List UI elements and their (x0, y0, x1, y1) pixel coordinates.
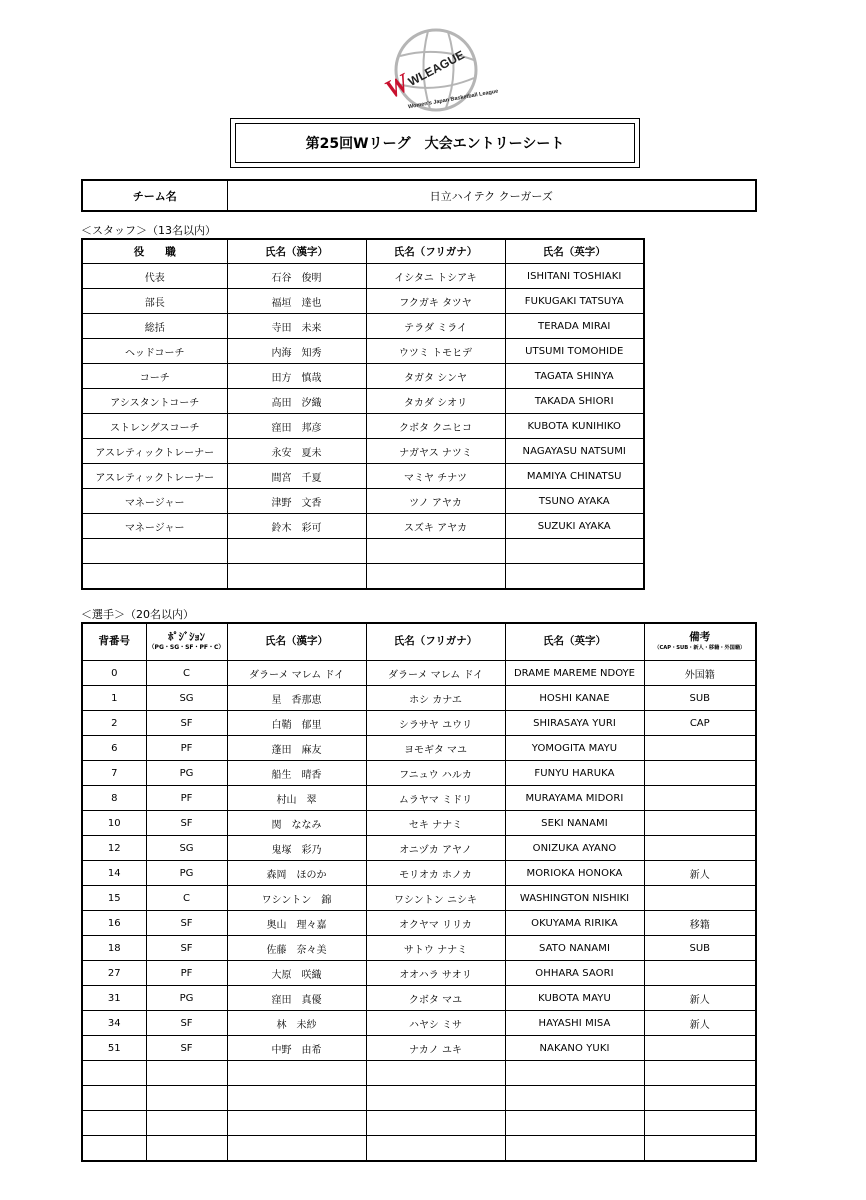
player-number: 0 (82, 661, 146, 686)
player-position: PF (146, 786, 227, 811)
player-number: 2 (82, 711, 146, 736)
player-row (82, 911, 756, 936)
staff-name-kanji: 鈴木 彩可 (227, 514, 366, 539)
page-title: 第25回Wリーグ 大会エントリーシート (235, 123, 635, 163)
player-position (146, 1111, 227, 1136)
player-row (82, 1136, 756, 1162)
player-name-kanji: 窪田 真優 (227, 986, 366, 1011)
staff-name-kana (366, 539, 505, 564)
staff-row (82, 564, 644, 590)
player-number: 34 (82, 1011, 146, 1036)
staff-header-kana: 氏名（フリガナ） (366, 239, 505, 264)
player-position: PF (146, 736, 227, 761)
staff-name-english: TAKADA SHIORI (505, 389, 644, 414)
staff-role: 部長 (82, 289, 227, 314)
player-name-kanji: ワシントン 錦 (227, 886, 366, 911)
player-number: 16 (82, 911, 146, 936)
player-name-kana (366, 1086, 505, 1111)
player-number: 1 (82, 686, 146, 711)
player-header-notes (644, 623, 756, 661)
player-row (82, 961, 756, 986)
staff-name-kana: ウツミ トモヒデ (366, 339, 505, 364)
player-name-kanji: 中野 由希 (227, 1036, 366, 1061)
player-number (82, 1086, 146, 1111)
player-row (82, 761, 756, 786)
staff-row (82, 289, 644, 314)
player-notes: 新人 (644, 861, 756, 886)
staff-name-kanji: 間宮 千夏 (227, 464, 366, 489)
player-number: 18 (82, 936, 146, 961)
player-name-kanji: 星 香那恵 (227, 686, 366, 711)
staff-role: ストレングスコーチ (82, 414, 227, 439)
player-name-kana: オクヤマ リリカ (366, 911, 505, 936)
player-notes (644, 1136, 756, 1162)
player-name-english: SHIRASAYA YURI (505, 711, 644, 736)
player-name-kanji (227, 1061, 366, 1086)
team-label: チーム名 (82, 180, 227, 211)
staff-row (82, 414, 644, 439)
player-row (82, 786, 756, 811)
player-name-english (505, 1111, 644, 1136)
player-notes: SUB (644, 936, 756, 961)
staff-header-row (82, 239, 644, 264)
staff-name-kanji: 田方 慎哉 (227, 364, 366, 389)
player-row (82, 811, 756, 836)
player-position: SF (146, 936, 227, 961)
staff-row (82, 439, 644, 464)
player-position: PF (146, 961, 227, 986)
staff-name-kana: フクガキ タツヤ (366, 289, 505, 314)
player-name-english: NAKANO YUKI (505, 1036, 644, 1061)
staff-name-english: TAGATA SHINYA (505, 364, 644, 389)
player-row (82, 1086, 756, 1111)
staff-name-kana: ツノ アヤカ (366, 489, 505, 514)
player-header-row (82, 623, 756, 661)
player-notes (644, 1111, 756, 1136)
player-name-kanji: 林 未紗 (227, 1011, 366, 1036)
svg-text:WLEAGUE: WLEAGUE (405, 47, 467, 89)
player-name-kanji: 奥山 理々嘉 (227, 911, 366, 936)
player-position: SF (146, 711, 227, 736)
staff-name-kana: タカダ シオリ (366, 389, 505, 414)
staff-name-english: KUBOTA KUNIHIKO (505, 414, 644, 439)
player-name-kanji: 関 ななみ (227, 811, 366, 836)
staff-role: アスレティックトレーナー (82, 439, 227, 464)
player-name-kana: サトウ ナナミ (366, 936, 505, 961)
staff-role: マネージャー (82, 514, 227, 539)
player-name-kanji: 鬼塚 彩乃 (227, 836, 366, 861)
staff-header-kanji: 氏名（漢字） (227, 239, 366, 264)
player-name-kana: フニュウ ハルカ (366, 761, 505, 786)
player-number (82, 1061, 146, 1086)
player-notes (644, 961, 756, 986)
staff-name-english: SUZUKI AYAKA (505, 514, 644, 539)
staff-name-kana: ナガヤス ナツミ (366, 439, 505, 464)
player-name-english (505, 1136, 644, 1162)
player-name-english: YOMOGITA MAYU (505, 736, 644, 761)
staff-name-english: TERADA MIRAI (505, 314, 644, 339)
player-notes (644, 1061, 756, 1086)
player-header-position (146, 623, 227, 661)
player-name-english: ONIZUKA AYANO (505, 836, 644, 861)
player-number (82, 1111, 146, 1136)
staff-role: アスレティックトレーナー (82, 464, 227, 489)
staff-role (82, 564, 227, 590)
staff-role (82, 539, 227, 564)
player-row (82, 661, 756, 686)
staff-name-kanji: 永安 夏未 (227, 439, 366, 464)
player-name-english: DRAME MAREME NDOYE (505, 661, 644, 686)
player-name-english: SATO NANAMI (505, 936, 644, 961)
player-number: 10 (82, 811, 146, 836)
staff-name-kana (366, 564, 505, 590)
staff-row (82, 314, 644, 339)
player-name-english: WASHINGTON NISHIKI (505, 886, 644, 911)
staff-role: ヘッドコーチ (82, 339, 227, 364)
staff-row (82, 339, 644, 364)
player-name-kanji: 村山 翠 (227, 786, 366, 811)
staff-name-english: UTSUMI TOMOHIDE (505, 339, 644, 364)
player-name-kana: ヨモギタ マユ (366, 736, 505, 761)
player-name-kanji: 佐藤 奈々美 (227, 936, 366, 961)
player-number: 14 (82, 861, 146, 886)
staff-header-role: 役 職 (82, 239, 227, 264)
player-notes: CAP (644, 711, 756, 736)
staff-name-kana: イシタニ トシアキ (366, 264, 505, 289)
player-name-kanji: 蓬田 麻友 (227, 736, 366, 761)
player-name-english (505, 1086, 644, 1111)
player-notes (644, 836, 756, 861)
staff-role: マネージャー (82, 489, 227, 514)
player-number: 8 (82, 786, 146, 811)
player-position: SG (146, 686, 227, 711)
staff-name-kana: テラダ ミライ (366, 314, 505, 339)
player-name-kana (366, 1111, 505, 1136)
player-position: C (146, 661, 227, 686)
player-row (82, 1061, 756, 1086)
staff-name-kanji (227, 564, 366, 590)
player-row (82, 736, 756, 761)
player-name-english: KUBOTA MAYU (505, 986, 644, 1011)
player-position: SF (146, 1011, 227, 1036)
staff-name-kanji: 福垣 達也 (227, 289, 366, 314)
player-row (82, 936, 756, 961)
player-row (82, 1011, 756, 1036)
player-header-position-sub: （PG・SG・SF・PF・C） (148, 644, 225, 652)
staff-role: コーチ (82, 364, 227, 389)
staff-name-kanji: 石谷 俊明 (227, 264, 366, 289)
team-table (81, 179, 757, 212)
player-header-notes-sub: （CAP・SUB・新人・移籍・外国籍） (654, 644, 746, 651)
player-number: 27 (82, 961, 146, 986)
player-name-english: MURAYAMA MIDORI (505, 786, 644, 811)
player-number: 12 (82, 836, 146, 861)
player-position: PG (146, 986, 227, 1011)
player-header-position-label: ﾎﾟｼﾞｼｮﾝ (168, 630, 205, 643)
svg-text:Women's Japan Basketball Leagu: Women's Japan Basketball League (407, 88, 499, 111)
staff-row (82, 539, 644, 564)
player-name-english: FUNYU HARUKA (505, 761, 644, 786)
player-name-english: HOSHI KANAE (505, 686, 644, 711)
staff-row (82, 514, 644, 539)
staff-name-kana: スズキ アヤカ (366, 514, 505, 539)
player-name-kanji: ダラーメ マレム ドイ (227, 661, 366, 686)
staff-name-kana: マミヤ チナツ (366, 464, 505, 489)
staff-table (81, 238, 645, 590)
player-name-kana: オニヅカ アヤノ (366, 836, 505, 861)
player-position: SF (146, 911, 227, 936)
player-notes (644, 811, 756, 836)
staff-header-english: 氏名（英字） (505, 239, 644, 264)
player-position: C (146, 886, 227, 911)
staff-section-label: ＜スタッフ＞（13名以内） (81, 224, 216, 237)
player-number: 6 (82, 736, 146, 761)
staff-name-english: FUKUGAKI TATSUYA (505, 289, 644, 314)
player-name-english: MORIOKA HONOKA (505, 861, 644, 886)
player-row (82, 861, 756, 886)
player-notes: 新人 (644, 986, 756, 1011)
player-notes (644, 1086, 756, 1111)
player-notes: SUB (644, 686, 756, 711)
player-name-kana: ナカノ ユキ (366, 1036, 505, 1061)
staff-name-kanji: 内海 知秀 (227, 339, 366, 364)
staff-row (82, 364, 644, 389)
player-name-kanji: 森岡 ほのか (227, 861, 366, 886)
player-header-notes-label: 備考 (689, 631, 711, 644)
player-name-kana: オオハラ サオリ (366, 961, 505, 986)
player-position (146, 1136, 227, 1162)
player-name-kana: ダラーメ マレム ドイ (366, 661, 505, 686)
player-number (82, 1136, 146, 1162)
players-section-label: ＜選手＞（20名以内） (81, 608, 194, 621)
player-name-kana: ワシントン ニシキ (366, 886, 505, 911)
player-row (82, 986, 756, 1011)
player-notes (644, 886, 756, 911)
player-row (82, 686, 756, 711)
player-name-kana: ハヤシ ミサ (366, 1011, 505, 1036)
player-row (82, 886, 756, 911)
player-header-kanji: 氏名（漢字） (227, 623, 366, 661)
player-row (82, 836, 756, 861)
player-name-english: OKUYAMA RIRIKA (505, 911, 644, 936)
staff-name-kanji: 津野 文香 (227, 489, 366, 514)
player-name-kana: ムラヤマ ミドリ (366, 786, 505, 811)
player-notes (644, 1036, 756, 1061)
player-name-kana: クボタ マユ (366, 986, 505, 1011)
player-position (146, 1061, 227, 1086)
staff-name-english: TSUNO AYAKA (505, 489, 644, 514)
staff-name-kanji: 寺田 未来 (227, 314, 366, 339)
player-position (146, 1086, 227, 1111)
player-header-kana: 氏名（フリガナ） (366, 623, 505, 661)
player-position: SF (146, 811, 227, 836)
staff-row (82, 464, 644, 489)
staff-row (82, 489, 644, 514)
player-header-number: 背番号 (82, 623, 146, 661)
player-position: SF (146, 1036, 227, 1061)
player-header-english: 氏名（英字） (505, 623, 644, 661)
wleague-logo (378, 26, 499, 114)
staff-name-english (505, 539, 644, 564)
staff-role: アシスタントコーチ (82, 389, 227, 414)
player-notes: 移籍 (644, 911, 756, 936)
player-number: 7 (82, 761, 146, 786)
staff-name-kanji: 窪田 邦彦 (227, 414, 366, 439)
player-name-english: OHHARA SAORI (505, 961, 644, 986)
player-number: 31 (82, 986, 146, 1011)
player-name-kanji (227, 1111, 366, 1136)
staff-row (82, 264, 644, 289)
player-name-kana (366, 1136, 505, 1162)
player-notes (644, 786, 756, 811)
player-name-kana: シラサヤ ユウリ (366, 711, 505, 736)
staff-role: 代表 (82, 264, 227, 289)
player-row (82, 711, 756, 736)
player-number: 15 (82, 886, 146, 911)
svg-text:W: W (379, 68, 415, 105)
title-frame (230, 118, 640, 168)
staff-role: 総括 (82, 314, 227, 339)
staff-name-english: ISHITANI TOSHIAKI (505, 264, 644, 289)
staff-name-english: NAGAYASU NATSUMI (505, 439, 644, 464)
staff-name-kanji (227, 539, 366, 564)
player-name-kanji (227, 1136, 366, 1162)
player-position: PG (146, 861, 227, 886)
player-position: SG (146, 836, 227, 861)
player-name-kanji: 船生 晴香 (227, 761, 366, 786)
player-name-english: SEKI NANAMI (505, 811, 644, 836)
player-name-kanji (227, 1086, 366, 1111)
player-notes (644, 736, 756, 761)
player-notes: 新人 (644, 1011, 756, 1036)
player-name-kana (366, 1061, 505, 1086)
player-name-english: HAYASHI MISA (505, 1011, 644, 1036)
staff-name-english (505, 564, 644, 590)
player-table (81, 622, 757, 1162)
team-name: 日立ハイテク クーガーズ (227, 180, 756, 211)
player-name-english (505, 1061, 644, 1086)
player-row (82, 1111, 756, 1136)
player-notes: 外国籍 (644, 661, 756, 686)
player-notes (644, 761, 756, 786)
staff-name-english: MAMIYA CHINATSU (505, 464, 644, 489)
team-row (82, 180, 756, 211)
staff-name-kana: タガタ シンヤ (366, 364, 505, 389)
player-name-kanji: 白鞘 郁里 (227, 711, 366, 736)
player-row (82, 1036, 756, 1061)
staff-name-kanji: 高田 汐織 (227, 389, 366, 414)
player-name-kana: モリオカ ホノカ (366, 861, 505, 886)
player-position: PG (146, 761, 227, 786)
player-number: 51 (82, 1036, 146, 1061)
staff-name-kana: クボタ クニヒコ (366, 414, 505, 439)
staff-row (82, 389, 644, 414)
player-name-kana: セキ ナナミ (366, 811, 505, 836)
player-name-kanji: 大原 咲織 (227, 961, 366, 986)
player-name-kana: ホシ カナエ (366, 686, 505, 711)
